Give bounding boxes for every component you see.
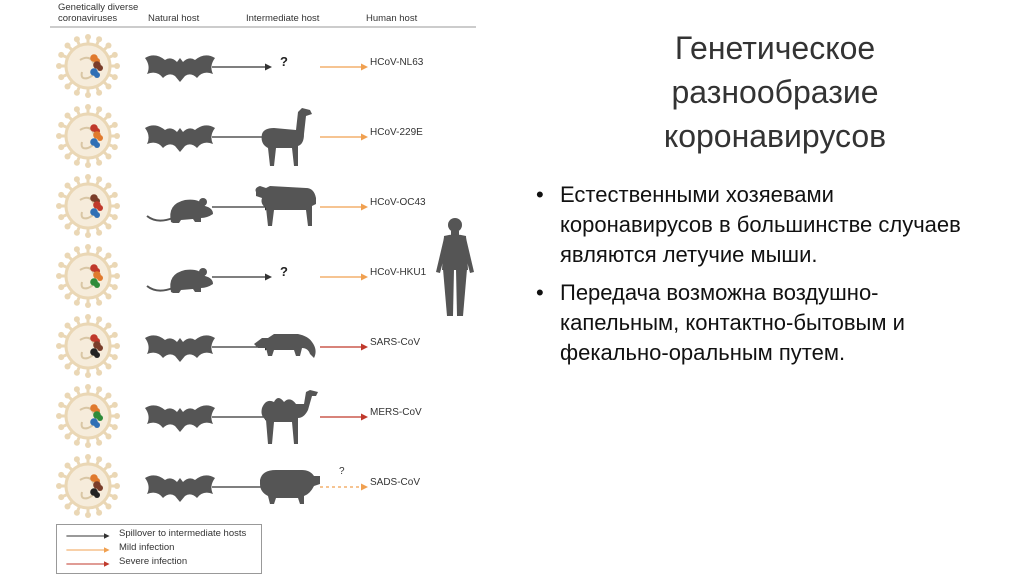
header-intermediate-host: Intermediate host — [246, 13, 320, 24]
human-virus-label: SADS-CoV — [370, 477, 421, 488]
bat-icon — [143, 48, 217, 88]
human-virus-label: SARS-CoV — [370, 337, 421, 348]
human-virus-label: MERS-CoV — [370, 407, 422, 418]
alpaca-icon — [252, 104, 322, 168]
bullet-text-transmission: Передача возможна воздушно-капельным, контактно-бытовым и фекально-оральным путем. — [560, 280, 905, 365]
uncertain-infection-arrow-icon — [320, 479, 368, 489]
bat-icon — [143, 468, 217, 508]
rodent-icon — [143, 188, 217, 228]
slide-title-line-3: коронавирусов — [663, 118, 887, 154]
mild-infection-arrow-icon — [320, 199, 368, 209]
legend-item-mild — [61, 542, 261, 554]
bullet-item-natural-hosts — [532, 180, 972, 270]
civet-icon — [252, 314, 322, 378]
severe-infection-arrow-icon — [320, 409, 368, 419]
cattle-icon — [252, 174, 322, 238]
host-row-0 — [0, 30, 480, 100]
coronavirus-icon — [50, 454, 126, 518]
uncertain-transmission-mark: ? — [339, 466, 345, 477]
bat-icon — [143, 118, 217, 158]
coronavirus-icon — [50, 244, 126, 308]
legend-label: Severe infection — [119, 556, 188, 567]
bullet-list — [532, 180, 972, 376]
camel-icon — [252, 384, 322, 448]
coronavirus-icon — [50, 384, 126, 448]
mild-infection-arrow-icon — [320, 269, 368, 279]
coronavirus-icon — [50, 104, 126, 168]
rodent-icon — [143, 258, 217, 298]
header-rule — [50, 26, 476, 28]
slide-title-line-2: разнообразие — [671, 74, 879, 110]
severe-infection-arrow-icon — [320, 339, 368, 349]
human-silhouette-icon — [432, 216, 478, 320]
host-row-6 — [0, 450, 480, 520]
header-human-host: Human host — [366, 13, 418, 24]
bullet-dot-icon: • — [536, 182, 544, 207]
slide-title — [610, 26, 940, 158]
legend-label: Mild infection — [119, 542, 175, 553]
spillover-arrow-icon — [212, 59, 272, 69]
header-diverse-line2: coronaviruses — [58, 13, 118, 24]
coronavirus-diversity-figure — [0, 0, 480, 576]
bat-icon — [143, 398, 217, 438]
coronavirus-icon — [50, 174, 126, 238]
bullet-item-transmission — [532, 278, 972, 368]
pig-icon — [252, 454, 322, 518]
host-row-2 — [0, 170, 480, 240]
coronavirus-icon — [50, 34, 126, 98]
unknown-intermediate-host: ? — [280, 54, 288, 69]
coronavirus-icon — [50, 314, 126, 378]
bullet-text-natural-hosts: Естественными хозяевами коронавирусов в большинстве случаев являются летучие мыши. — [560, 182, 961, 267]
header-diverse-coronaviruses — [58, 2, 138, 24]
header-natural-host: Natural host — [148, 13, 200, 24]
header-diverse-line1: Genetically diverse — [58, 2, 139, 13]
spillover-arrow-icon — [212, 269, 272, 279]
unknown-intermediate-host: ? — [280, 264, 288, 279]
human-virus-label: HCoV-HKU1 — [370, 267, 427, 278]
figure-legend — [56, 524, 262, 574]
legend-item-spillover — [61, 528, 261, 540]
host-row-1 — [0, 100, 480, 170]
host-row-3 — [0, 240, 480, 310]
slide-title-line-1: Генетическое — [674, 30, 876, 66]
host-row-4 — [0, 310, 480, 380]
host-row-5 — [0, 380, 480, 450]
human-virus-label: HCoV-NL63 — [370, 57, 424, 68]
mild-infection-arrow-icon — [320, 129, 368, 139]
human-virus-label: HCoV-OC43 — [370, 197, 426, 208]
human-virus-label: HCoV-229E — [370, 127, 423, 138]
legend-label: Spillover to intermediate hosts — [119, 528, 247, 539]
bullet-dot-icon: • — [536, 280, 544, 305]
legend-item-severe — [61, 556, 261, 568]
bat-icon — [143, 328, 217, 368]
mild-infection-arrow-icon — [320, 59, 368, 69]
